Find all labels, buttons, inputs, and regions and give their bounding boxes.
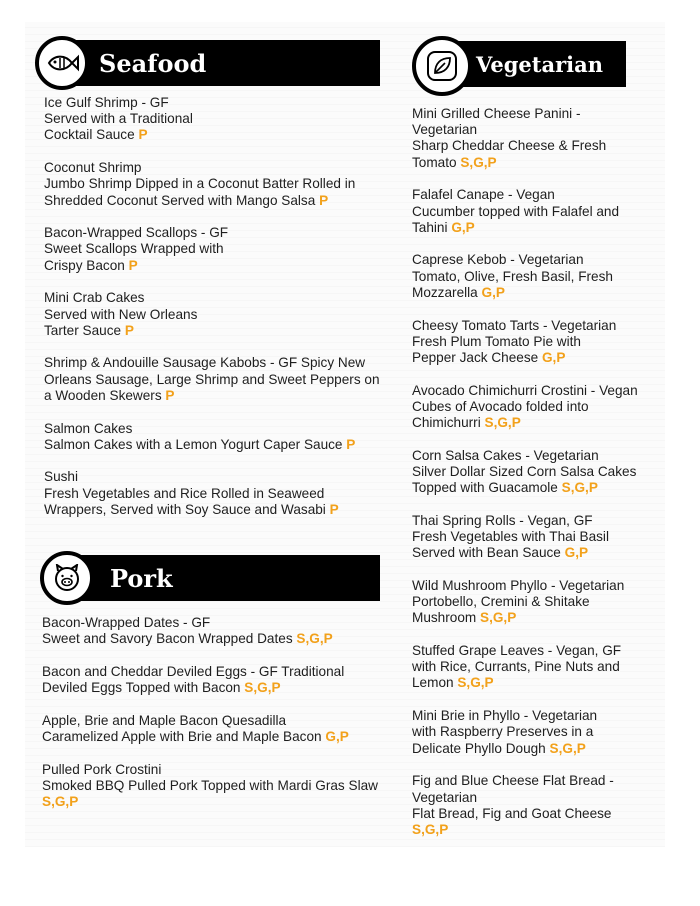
pork-header	[40, 551, 380, 609]
seafood-title: Seafood	[63, 40, 380, 86]
dietary-tag: P	[124, 322, 134, 338]
vegetarian-title: Vegetarian	[440, 41, 626, 87]
vegetarian-section	[412, 36, 662, 855]
dietary-tag: P	[346, 436, 356, 452]
menu-item: Falafel Canape - Vegan Cucumber topped with Falafel and Tahini G,P	[412, 187, 620, 235]
seafood-header	[35, 36, 380, 94]
pork-section	[40, 551, 380, 827]
menu-item: Corn Salsa Cakes - Vegetarian Silver Dollar Sized Corn Salsa Cakes Topped with Guacamole S,G,P	[412, 447, 637, 496]
dietary-tag: S,G,P	[244, 680, 281, 696]
dietary-tag: S,G,P	[480, 610, 517, 626]
menu-item: Avocado Chimichurri Crostini - Vegan Cubes of Avocado folded into Chimichurri S,G,P	[412, 382, 638, 431]
dietary-tag: S,G,P	[484, 415, 521, 431]
menu-item: Mini Grilled Cheese Panini - Vegetarian Sharp Cheddar Cheese & Fresh Tomato S,G,P	[412, 106, 607, 170]
pork-title: Pork	[68, 555, 380, 601]
menu-item: Shrimp & Andouille Sausage Kabobs - GF Spicy New Orleans Sausage, Large Shrimp and Sweet Peppers on a Wooden Skewers P	[44, 355, 380, 403]
dietary-tag: S,G,P	[296, 631, 333, 647]
menu-item: Mini Crab Cakes Served with New Orleans Tarter Sauce P	[44, 290, 198, 338]
menu-item: Salmon Cakes Salmon Cakes with a Lemon Yogurt Caper Sauce P	[44, 420, 356, 452]
dietary-tag: S,G,P	[561, 480, 598, 496]
dietary-tag: G,P	[451, 219, 475, 235]
dietary-tag: S,G,P	[412, 821, 449, 837]
menu-item: Fig and Blue Cheese Flat Bread - Vegetarian Flat Bread, Fig and Goat Cheese S,G,P	[412, 773, 614, 837]
menu-item: Mini Brie in Phyllo - Vegetarian with Raspberry Preserves in a Delicate Phyllo Dough S,G,P	[412, 708, 598, 756]
menu-item: Coconut Shrimp Jumbo Shrimp Dipped in a Coconut Batter Rolled in Shredded Coconut Served with Mango Salsa P	[44, 160, 356, 208]
vegetarian-header	[412, 36, 662, 100]
dietary-tag: P	[319, 192, 329, 208]
pork-items	[42, 615, 380, 810]
menu-item: Caprese Kebob - Vegetarian Tomato, Olive, Fresh Basil, Fresh Mozzarella G,P	[412, 252, 613, 300]
menu-item: Ice Gulf Shrimp - GF Served with a Traditional Cocktail Sauce P	[44, 95, 193, 143]
menu-item: Wild Mushroom Phyllo - Vegetarian Portobello, Cremini & Shitake Mushroom S,G,P	[412, 577, 625, 626]
dietary-tag: P	[329, 501, 339, 517]
menu-item: Bacon-Wrapped Dates - GF Sweet and Savory Bacon Wrapped Dates S,G,P	[42, 615, 333, 647]
dietary-tag: G,P	[541, 349, 566, 365]
dietary-tag: S,G,P	[42, 794, 79, 810]
pig-icon	[40, 551, 94, 605]
menu-item: Cheesy Tomato Tarts - Vegetarian Fresh Plum Tomato Pie with Pepper Jack Cheese G,P	[412, 317, 617, 365]
dietary-tag: S,G,P	[549, 740, 586, 756]
menu-item: Sushi Fresh Vegetables and Rice Rolled in Seaweed Wrappers, Served with Soy Sauce and Wasabi P	[44, 469, 339, 517]
menu-item: Thai Spring Rolls - Vegan, GF Fresh Vegetables with Thai Basil Served with Bean Sauce G,P	[412, 512, 609, 561]
dietary-tag: G,P	[564, 545, 589, 561]
menu-item: Pulled Pork Crostini Smoked BBQ Pulled Pork Topped with Mardi Gras Slaw S,G,P	[42, 761, 378, 810]
menu-item: Apple, Brie and Maple Bacon Quesadilla Caramelized Apple with Brie and Maple Bacon G,P	[42, 712, 349, 745]
seafood-section	[35, 36, 380, 535]
dietary-tag: P	[128, 257, 138, 273]
leaf-icon	[412, 36, 472, 96]
menu-item: Stuffed Grape Leaves - Vegan, GF with Rice, Currants, Pine Nuts and Lemon S,G,P	[412, 643, 622, 691]
dietary-tag: P	[165, 387, 175, 403]
dietary-tag: G,P	[481, 284, 505, 300]
seafood-items	[44, 95, 380, 518]
dietary-tag: G,P	[325, 729, 349, 745]
menu-item: Bacon and Cheddar Deviled Eggs - GF Traditional Deviled Eggs Topped with Bacon S,G,P	[42, 663, 345, 696]
vegetarian-items	[412, 106, 662, 838]
fish-icon	[35, 36, 89, 90]
dietary-tag: P	[138, 127, 148, 143]
dietary-tag: S,G,P	[457, 675, 494, 691]
menu-item: Bacon-Wrapped Scallops - GF Sweet Scallops Wrapped with Crispy Bacon P	[44, 225, 229, 273]
dietary-tag: S,G,P	[460, 154, 497, 170]
